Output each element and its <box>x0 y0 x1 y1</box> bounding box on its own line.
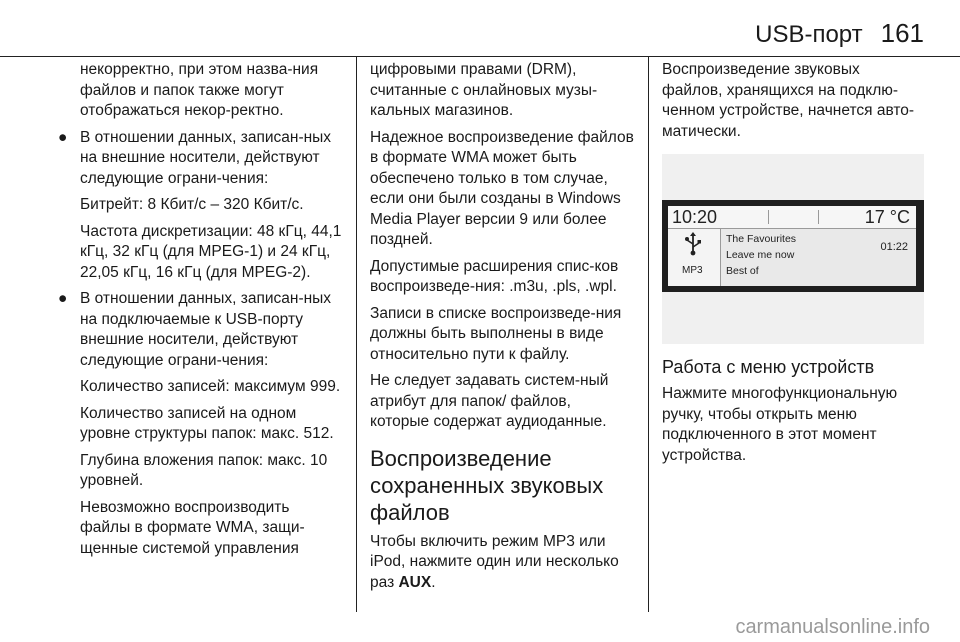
page-header <box>755 18 924 49</box>
paragraph: Частота дискретизации: 48 кГц, 44,1 кГц, 32 кГц (для MPEG-1) и 24 кГц, 22,05 кГц, 16 кГц (для MPEG-2). <box>80 222 342 281</box>
display-mode-label: MP3 <box>682 265 703 276</box>
paragraph: Надежное воспроизведение файлов в формате WMA может быть обеспечено только в том случае, если они были созданы в Windows Media Player версии 9 или более поздней. <box>370 128 634 248</box>
paragraph: Записи в списке воспроизведе-ния должны быть выполнены в виде относительно пути к файлу. <box>370 304 622 363</box>
radio-display <box>662 200 924 292</box>
paragraph: Количество записей на одном уровне структуры папок: макс. 512. <box>80 404 334 442</box>
usb-icon <box>682 232 704 256</box>
bullet-icon: ● <box>58 128 68 146</box>
column-divider-2 <box>648 56 649 612</box>
header-rule <box>0 56 960 57</box>
track-item: The Favourites <box>726 233 797 245</box>
paragraph: Чтобы включить режим MP3 или iPod, нажмите один или несколько раз AUX. <box>370 532 619 591</box>
display-temperature: 17 °C <box>864 207 910 227</box>
display-illustration <box>662 154 924 344</box>
paragraph: Количество записей: максимум 999. <box>80 378 341 395</box>
column-3 <box>662 60 924 472</box>
column-2 <box>370 60 634 599</box>
track-item: Leave me now <box>726 249 795 261</box>
paragraph: некорректно, при этом назва-ния файлов и папок также могут отображаться некор-ректно. <box>80 61 319 119</box>
paragraph: Битрейт: 8 Кбит/с – 320 Кбит/с. <box>80 196 304 213</box>
paragraph: Допустимые расширения спис-ков воспроизведе-ния: .m3u, .pls, .wpl. <box>370 257 619 295</box>
column-1 <box>58 60 342 565</box>
bullet-item: ● В отношении данных, записан-ных на внешние носители, действуют следующие ограни-чения: <box>58 128 332 187</box>
section-title: USB-порт <box>755 21 863 48</box>
paragraph: Глубина вложения папок: макс. 10 уровней. <box>80 451 328 489</box>
paragraph: Нажмите многофункциональную ручку, чтобы открыть меню подключенного в этот момент устройства. <box>662 385 898 464</box>
paragraph: цифровыми правами (DRM), считанные с онлайновых музы-кальных магазинов. <box>370 61 598 119</box>
display-track-time: 01:22 <box>880 241 908 253</box>
bullet-icon: ● <box>58 290 68 307</box>
watermark: carmanualsonline.info <box>735 616 930 638</box>
section-heading: Воспроизведение сохраненных звуковых файлов <box>370 445 604 525</box>
display-clock: 10:20 <box>672 207 718 227</box>
paragraph: Невозможно воспроизводить файлы в формате WMA, защи-щенные системой управления <box>80 498 305 557</box>
page-number: 161 <box>880 18 924 48</box>
track-item: Best of <box>726 265 759 277</box>
paragraph: Воспроизведение звуковых файлов, хранящихся на подклю-ченном устройстве, начнется авто-матически. <box>662 61 915 140</box>
bullet-item: ● В отношении данных, записан-ных на подключаемые к USB-порту внешние носители, действуют следующие ограни-чения: <box>58 290 332 369</box>
column-divider-1 <box>356 56 357 612</box>
display-status-bar <box>668 206 916 229</box>
display-track-list <box>726 231 796 279</box>
paragraph: Не следует задавать систем-ный атрибут для папок/ файлов, которые содержат аудиоданные. <box>370 372 609 430</box>
display-source-panel <box>668 229 721 286</box>
subsection-heading: Работа с меню устройств <box>662 357 875 377</box>
aux-button-label: AUX <box>398 573 432 591</box>
